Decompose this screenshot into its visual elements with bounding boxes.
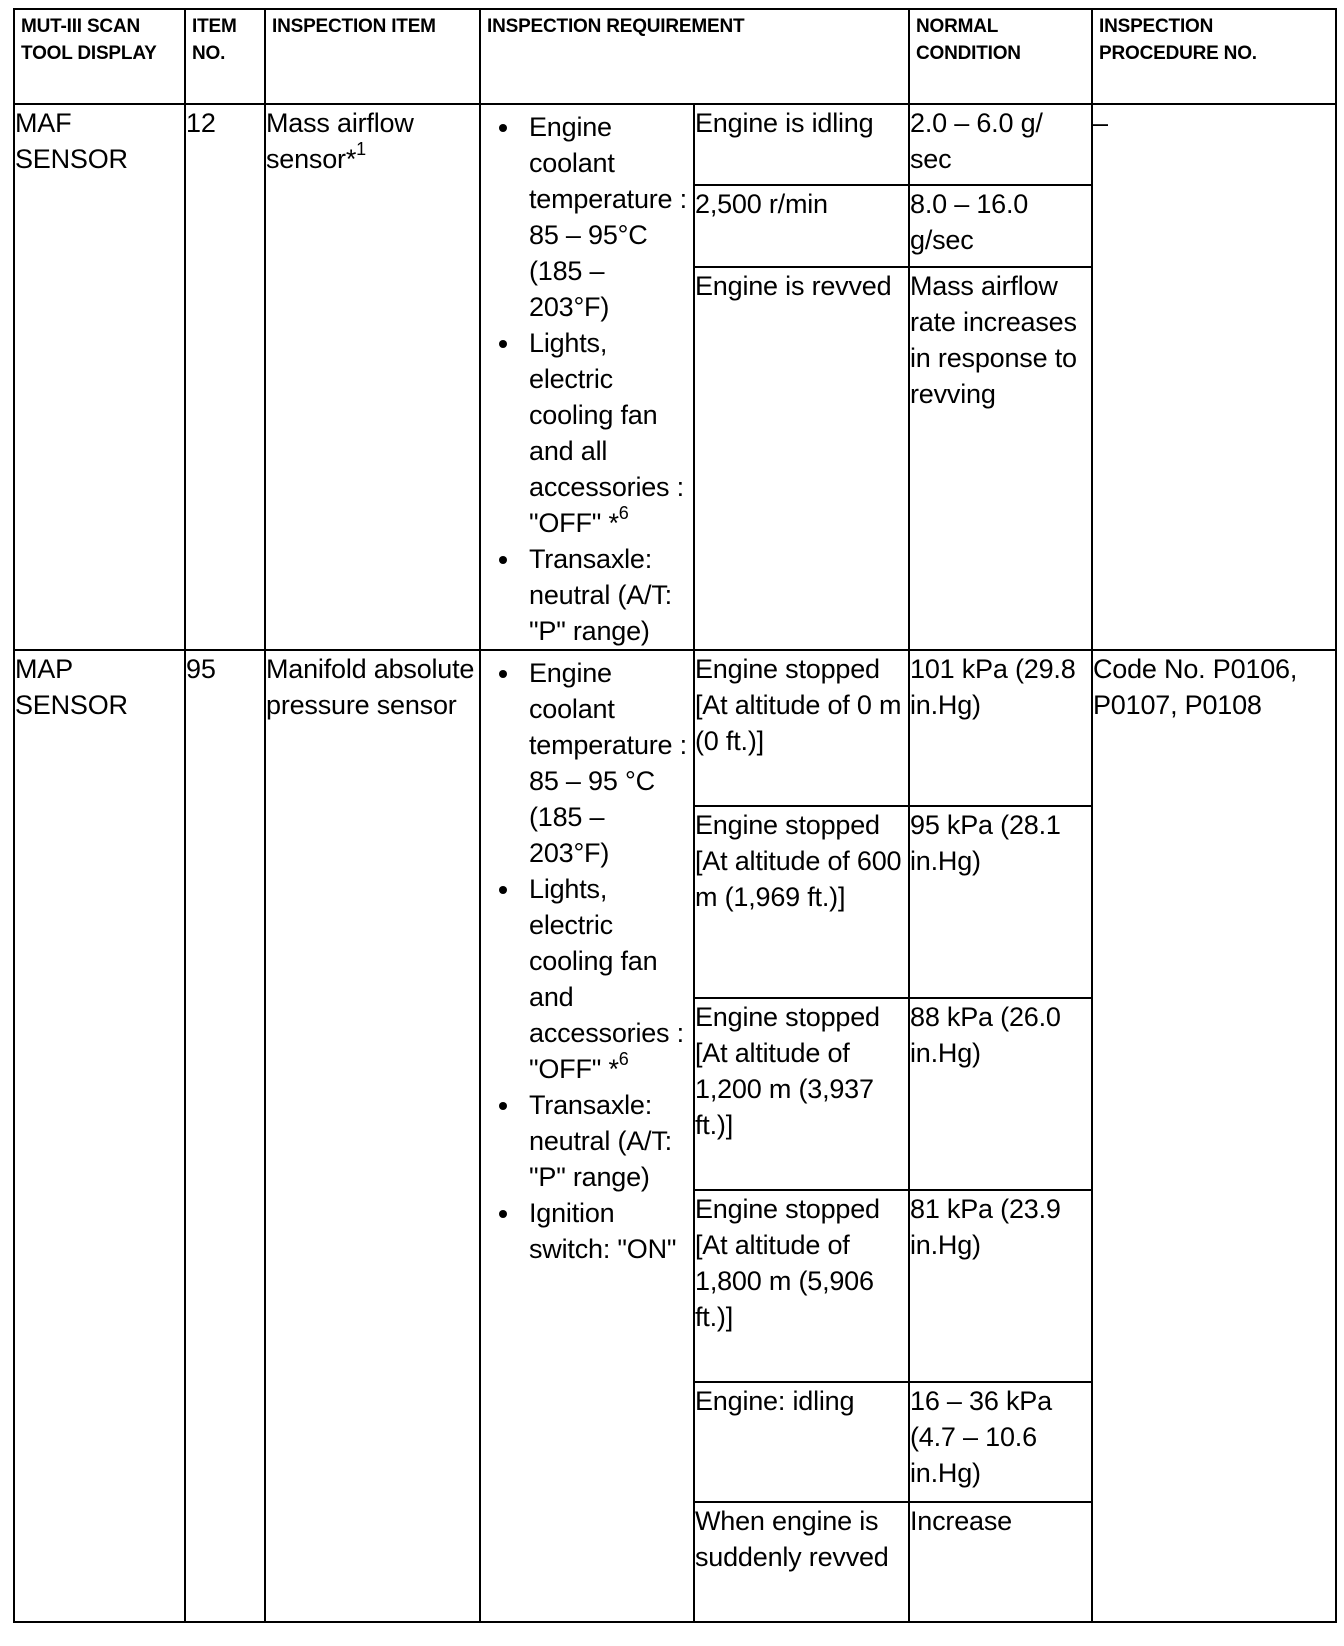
map-state-3: Engine stopped [At altitude of 1,800 m (5,906 ft.)] xyxy=(694,1190,909,1382)
maf-display: MAF SENSOR xyxy=(15,108,128,174)
maf-normal-1: 8.0 – 16.0 g/sec xyxy=(909,185,1092,266)
spec-table-container xyxy=(13,8,1337,1623)
map-display-cell xyxy=(14,650,185,1622)
maf-state-0: Engine is idling xyxy=(694,104,909,185)
map-requirements-list xyxy=(481,651,693,1267)
map-state-4: Engine: idling xyxy=(694,1382,909,1502)
list-item: Ignition switch: "ON" xyxy=(495,1195,689,1267)
maf-item-no: 12 xyxy=(186,108,216,138)
req-footnote: 6 xyxy=(618,503,629,523)
maf-requirements-list xyxy=(481,105,693,649)
map-item: Manifold absolute pressure sensor xyxy=(266,654,475,720)
map-item-cell xyxy=(265,650,480,1622)
maf-item-no-cell xyxy=(185,104,265,650)
header-display: MUT-III SCAN TOOL DISPLAY xyxy=(14,9,185,104)
sensor-spec-table xyxy=(13,8,1337,1623)
maf-state-2: Engine is revved xyxy=(694,267,909,650)
header-procedure-no: INSPECTION PROCEDURE NO. xyxy=(1092,9,1336,104)
maf-normal-0: 2.0 – 6.0 g/ sec xyxy=(909,104,1092,185)
maf-procedure-cell xyxy=(1092,104,1336,650)
map-normal-5: Increase xyxy=(909,1502,1092,1622)
maf-normal-2: Mass airflow rate increases in response to revving xyxy=(909,267,1092,650)
maf-state-1: 2,500 r/min xyxy=(694,185,909,266)
header-normal-condition: NORMAL CONDITION xyxy=(909,9,1092,104)
map-display: MAP SENSOR xyxy=(15,654,128,720)
map-state-5: When engine is suddenly revved xyxy=(694,1502,909,1622)
map-normal-0: 101 kPa (29.8 in.Hg) xyxy=(909,650,1092,806)
list-item: Engine coolant temperature : 85 – 95 °C (185 – 203°F) xyxy=(495,655,689,871)
req-footnote: 6 xyxy=(618,1049,629,1069)
maf-item-cell xyxy=(265,104,480,650)
maf-item-footnote: 1 xyxy=(356,139,366,159)
maf-item: Mass airflow sensor* xyxy=(266,108,414,174)
map-procedure-cell xyxy=(1092,650,1336,1622)
map-normal-1: 95 kPa (28.1 in.Hg) xyxy=(909,806,1092,998)
header-row xyxy=(14,9,1336,104)
header-inspection-item: INSPECTION ITEM xyxy=(265,9,480,104)
list-item: Lights, electric cooling fan and all accessories : "OFF" *$^6$ xyxy=(495,325,689,541)
map-normal-2: 88 kPa (26.0 in.Hg) xyxy=(909,998,1092,1190)
maf-requirements-cell xyxy=(480,104,694,650)
maf-display-cell xyxy=(14,104,185,650)
list-item: Engine coolant temperature : 85 – 95°C (185 – 203°F) xyxy=(495,109,689,325)
list-item: Transaxle: neutral (A/T: "P" range) xyxy=(495,541,689,649)
map-normal-3: 81 kPa (23.9 in.Hg) xyxy=(909,1190,1092,1382)
map-state-2: Engine stopped [At altitude of 1,200 m (3,937 ft.)] xyxy=(694,998,909,1190)
map-requirements-cell xyxy=(480,650,694,1622)
header-inspection-requirement: INSPECTION REQUIREMENT xyxy=(480,9,909,104)
list-item: Transaxle: neutral (A/T: "P" range) xyxy=(495,1087,689,1195)
list-item: Lights, electric cooling fan and accessories : "OFF" *$^6$ xyxy=(495,871,689,1087)
table-row xyxy=(14,650,1336,806)
map-state-1: Engine stopped [At altitude of 600 m (1,969 ft.)] xyxy=(694,806,909,998)
table-row xyxy=(14,104,1336,185)
map-state-0: Engine stopped [At altitude of 0 m (0 ft.)] xyxy=(694,650,909,806)
map-item-no: 95 xyxy=(186,654,216,684)
map-normal-4: 16 – 36 kPa (4.7 – 10.6 in.Hg) xyxy=(909,1382,1092,1502)
maf-procedure: – xyxy=(1093,108,1108,138)
header-item-no: ITEM NO. xyxy=(185,9,265,104)
map-procedure: Code No. P0106, P0107, P0108 xyxy=(1093,654,1298,720)
map-item-no-cell xyxy=(185,650,265,1622)
